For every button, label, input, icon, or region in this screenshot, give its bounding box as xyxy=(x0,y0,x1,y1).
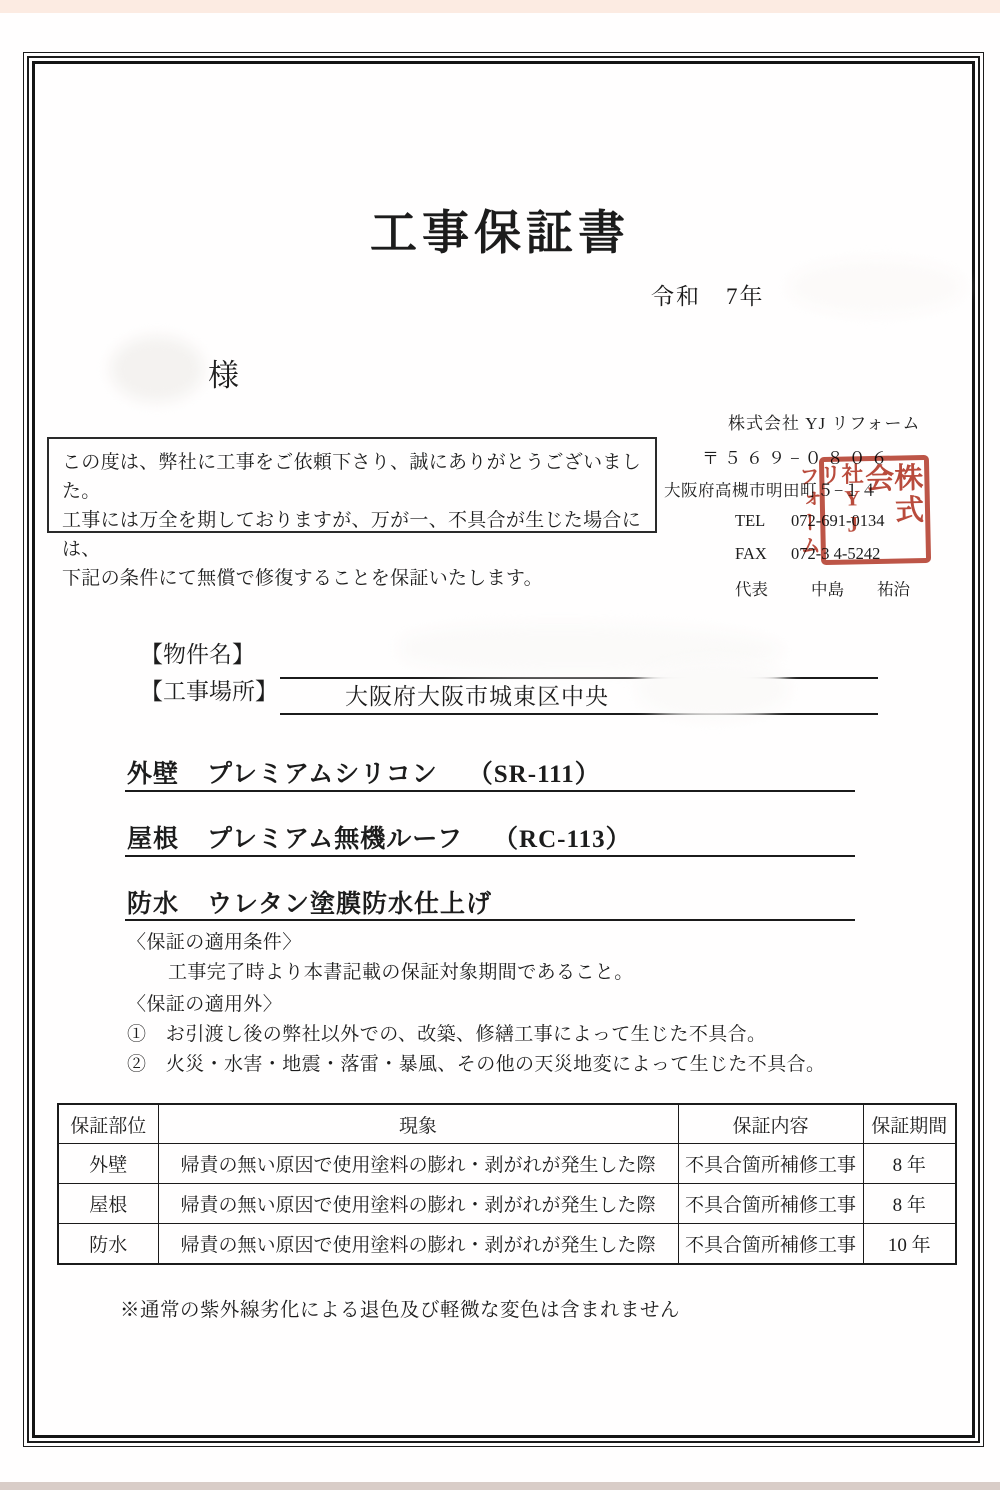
cell-term: 10 年 xyxy=(863,1224,956,1265)
warranty-conditions-text: 工事完了時より本書記載の保証対象期間であること。 xyxy=(168,962,634,983)
work-item-roof xyxy=(127,819,632,855)
cell-term: 8 年 xyxy=(863,1144,956,1184)
table-row xyxy=(58,1224,956,1265)
stamp-column-left: フォーム xyxy=(796,465,822,558)
issue-date: 令和 7年 xyxy=(651,284,765,309)
footnote-discoloration-note: ※通常の紫外線劣化による退色及び軽微な変色は含まれません xyxy=(120,1300,681,1321)
work-place-underline xyxy=(280,713,878,715)
work-item-product: プレミアムシリコン xyxy=(207,761,438,788)
greeting-line-1: この度は、弊社に工事をご依頼下さり、誠にありがとうございました。 xyxy=(62,452,642,502)
warranty-exclusion-item-1: ① お引渡し後の弊社以外での、改築、修繕工事によって生じた不具合。 xyxy=(127,1024,767,1045)
page-background-top-strip xyxy=(0,0,1000,13)
work-item-part: 防水 xyxy=(127,891,180,918)
header-warranty-term: 保証期間 xyxy=(863,1104,956,1144)
document-title: 工事保証書 xyxy=(370,208,630,260)
tel-label: TEL xyxy=(735,511,766,530)
cell-phenomenon: 帰責の無い原因で使用塗料の膨れ・剥がれが発生した際 xyxy=(158,1184,678,1224)
header-phenomenon: 現象 xyxy=(158,1104,678,1144)
company-address: 大阪府高槻市明田町５−１４ xyxy=(664,481,878,500)
work-item-product: プレミアム無機ルーフ xyxy=(207,826,464,853)
header-warranty-part: 保証部位 xyxy=(58,1104,158,1144)
header-warranty-content: 保証内容 xyxy=(678,1104,863,1144)
warranty-conditions-heading: 〈保証の適用条件〉 xyxy=(127,932,302,953)
cell-phenomenon: 帰責の無い原因で使用塗料の膨れ・剥がれが発生した際 xyxy=(158,1224,678,1265)
page-background-bottom-strip xyxy=(0,1482,1000,1490)
work-place-value: 大阪府大阪市城東区中央 xyxy=(345,684,609,709)
cell-content: 不具合箇所補修工事 xyxy=(678,1144,863,1184)
work-item-exterior-wall xyxy=(127,754,601,790)
work-place-label: 【工事場所】 xyxy=(140,679,278,704)
warranty-exclusions-heading: 〈保証の適用外〉 xyxy=(127,994,283,1015)
fax-number: 072-3 4-5242 xyxy=(791,544,881,563)
cell-phenomenon: 帰責の無い原因で使用塗料の膨れ・剥がれが発生した際 xyxy=(158,1144,678,1184)
work-item-code: （RC-113） xyxy=(493,826,632,853)
property-name-label: 【物件名】 xyxy=(140,642,255,667)
redaction-blur-recipient-name xyxy=(110,336,204,402)
representative-label: 代表 xyxy=(735,580,768,599)
cell-part: 外壁 xyxy=(58,1144,158,1184)
greeting-box xyxy=(47,437,657,589)
work-item-part: 外壁 xyxy=(127,761,180,788)
work-item-part: 屋根 xyxy=(127,826,180,853)
tel-number: 072-691-0134 xyxy=(791,511,885,530)
cell-content: 不具合箇所補修工事 xyxy=(678,1224,863,1265)
cell-term: 8 年 xyxy=(863,1184,956,1224)
work-item-waterproofing xyxy=(127,884,492,920)
property-name-underline xyxy=(280,677,878,679)
redaction-blur-work-place xyxy=(636,658,790,720)
work-item-code: （SR-111） xyxy=(467,761,601,788)
stamp-column-right: 株式会 xyxy=(861,462,924,527)
recipient-honorific: 様 xyxy=(208,358,239,393)
stamp-column-middle: 社YJリ xyxy=(817,462,866,538)
warranty-table xyxy=(57,1103,957,1265)
company-seal-stamp xyxy=(796,455,931,565)
fax-label: FAX xyxy=(735,544,767,563)
greeting-line-3: 下記の条件にて無償で修復することを保証いたします。 xyxy=(62,568,543,589)
table-row xyxy=(58,1184,956,1224)
company-postal-code: 〒５６９−０８０６ xyxy=(702,449,893,468)
cell-part: 屋根 xyxy=(58,1184,158,1224)
work-item-underline xyxy=(125,855,855,857)
cell-part: 防水 xyxy=(58,1224,158,1265)
company-name: 株式会社 YJ リフォーム xyxy=(728,414,921,433)
company-representative-row xyxy=(735,576,910,600)
table-row xyxy=(58,1144,956,1184)
representative-name: 中島 祐治 xyxy=(811,580,910,599)
work-item-underline xyxy=(125,919,855,921)
warranty-table-header-row xyxy=(58,1104,956,1144)
greeting-line-2: 工事には万全を期しておりますが、万が一、不具合が生じた場合には、 xyxy=(62,510,642,560)
cell-content: 不具合箇所補修工事 xyxy=(678,1184,863,1224)
work-item-underline xyxy=(125,790,855,792)
work-item-product: ウレタン塗膜防水仕上げ xyxy=(207,891,493,918)
warranty-exclusion-item-2: ② 火災・水害・地震・落雷・暴風、その他の天災地変によって生じた不具合。 xyxy=(127,1054,826,1075)
redaction-blur-date xyxy=(788,259,964,315)
